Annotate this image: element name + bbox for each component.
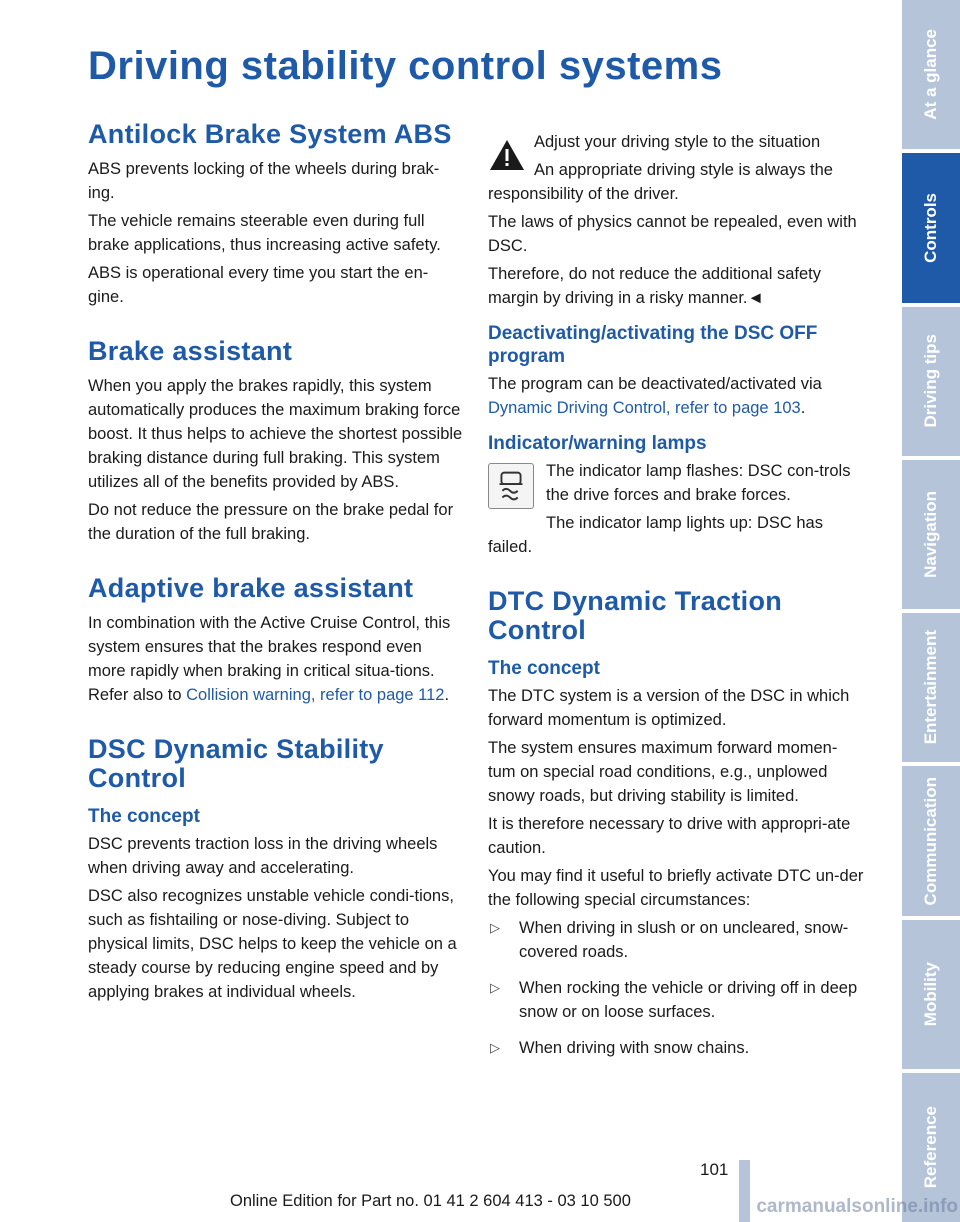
warning-triangle-icon	[488, 138, 526, 172]
abs-paragraph-1: ABS prevents locking of the wheels during brak-ing.	[88, 160, 440, 202]
adaptive-text: In combination with the Active Cruise Control, this system ensures that the brakes respond even more rapidly when braking in critical situa-tions. Refer also to	[88, 614, 451, 704]
tab-label: Communication	[921, 776, 940, 906]
tab-label: Entertainment	[921, 630, 940, 745]
left-column	[88, 120, 464, 1008]
tab-label: Driving tips	[921, 334, 940, 428]
dsc-indicator-lamp-icon	[488, 463, 534, 509]
tab-label: Navigation	[921, 490, 940, 578]
dynamic-driving-control-link[interactable]: Dynamic Driving Control, refer to page 103	[488, 399, 801, 417]
deactivating-paragraph: The program can be deactivated/activated via Dynamic Driving Control, refer to page 103.	[488, 375, 822, 417]
tab-at-a-glance[interactable]	[902, 0, 960, 149]
deactivating-text: The program can be deactivated/activated via	[488, 375, 822, 393]
bullet-marker: ▷	[490, 980, 500, 995]
adaptive-brake-heading: Adaptive brake assistant	[88, 573, 414, 603]
warning-block	[488, 130, 864, 206]
collision-warning-link[interactable]: Collision warning, refer to page 112	[186, 686, 445, 704]
indicator-lamp-block	[488, 459, 864, 559]
lamp-text-2: The indicator lamp lights up: DSC has failed.	[488, 514, 823, 556]
abs-paragraph-3: ABS is operational every time you start the en-gine.	[88, 264, 429, 306]
brake-paragraph-1: When you apply the brakes rapidly, this system automatically produces the maximum braking force boost. It thus helps to achieve the shortest possible braking distance during full braking. This system utilizes all of the benefits provided by ABS.	[88, 377, 463, 491]
list-item	[488, 916, 864, 964]
dsc-concept-heading: The concept	[88, 806, 200, 827]
page-number: 101	[700, 1160, 729, 1179]
footer-edition: Online Edition for Part no. 01 41 2 604 413 - 03 10 500	[230, 1192, 631, 1210]
list-item-text: When driving in slush or on uncleared, snow-covered roads.	[519, 919, 849, 961]
tab-entertainment[interactable]	[902, 613, 960, 762]
deactivating-heading: Deactivating/activating the DSC OFF program	[488, 323, 818, 367]
tab-label: At a glance	[921, 29, 940, 120]
list-item	[488, 1036, 864, 1060]
lamp-paragraph-2	[488, 511, 864, 559]
right-column	[488, 120, 864, 1072]
tab-mobility[interactable]	[902, 920, 960, 1069]
tab-navigation[interactable]	[902, 460, 960, 609]
tab-driving-tips[interactable]	[902, 307, 960, 456]
warning-title: Adjust your driving style to the situation	[534, 133, 821, 151]
dtc-bullet-list	[488, 916, 864, 1060]
warning-text-1: An appropriate driving style is always the responsibility of the driver.	[488, 161, 833, 203]
warning-paragraph-3: Therefore, do not reduce the additional safety margin by driving in a risky manner.◄	[488, 265, 821, 307]
tab-controls[interactable]	[902, 153, 960, 302]
warning-paragraph-2: The laws of physics cannot be repealed, even with DSC.	[488, 213, 857, 255]
list-item-text: When driving with snow chains.	[519, 1039, 750, 1057]
bullet-marker: ▷	[490, 920, 500, 935]
dtc-paragraph-4: You may find it useful to briefly activate DTC un-der the following special circumstances:	[488, 867, 864, 909]
abs-paragraph-2: The vehicle remains steerable even during full brake applications, thus increasing active safety.	[88, 212, 441, 254]
abs-heading: Antilock Brake System ABS	[88, 119, 452, 149]
lamp-paragraph-1: The indicator lamp flashes: DSC con-trols the drive forces and brake forces.	[546, 462, 851, 504]
bullet-marker: ▷	[490, 1040, 500, 1055]
dtc-heading: DTC Dynamic Traction Control	[488, 586, 783, 645]
dtc-paragraph-1: The DTC system is a version of the DSC in which forward momentum is optimized.	[488, 687, 850, 729]
dtc-paragraph-2: The system ensures maximum forward momen-tum on special road conditions, e.g., unplowed snowy roads, but driving stability is limited.	[488, 739, 838, 805]
chapter-tabs	[902, 0, 960, 1222]
tab-label: Mobility	[921, 962, 940, 1027]
list-item-text: When rocking the vehicle or driving off in deep snow or on loose surfaces.	[519, 979, 858, 1021]
brake-assistant-heading: Brake assistant	[88, 336, 293, 366]
watermark: carmanualsonline.info	[756, 1196, 958, 1217]
adaptive-paragraph: In combination with the Active Cruise Control, this system ensures that the brakes respond even more rapidly when braking in critical situa-tions. Refer also to Collision warning, refer to page 112.	[88, 614, 451, 704]
page-number-bar	[739, 1160, 750, 1222]
brake-paragraph-2: Do not reduce the pressure on the brake pedal for the duration of the full braking.	[88, 501, 454, 543]
indicator-lamps-heading: Indicator/warning lamps	[488, 433, 707, 454]
dtc-concept-heading: The concept	[488, 658, 600, 679]
dsc-heading: DSC Dynamic Stability Control	[88, 734, 384, 793]
list-item	[488, 976, 864, 1024]
tab-label: Reference	[921, 1106, 940, 1189]
tab-label: Controls	[921, 192, 940, 263]
tab-communication[interactable]	[902, 766, 960, 915]
page-title: Driving stability control systems	[88, 44, 723, 88]
dtc-paragraph-3: It is therefore necessary to drive with appropri-ate caution.	[488, 815, 851, 857]
dsc-paragraph-2: DSC also recognizes unstable vehicle condi-tions, such as fishtailing or nose-diving. Subject to physical limits, DSC helps to keep the vehicle on a steady course by reducing engine speed and by applying brakes at individual wheels.	[88, 887, 457, 1001]
dsc-paragraph-1: DSC prevents traction loss in the driving wheels when driving away and accelerating.	[88, 835, 438, 877]
warning-paragraph-1	[488, 158, 864, 206]
